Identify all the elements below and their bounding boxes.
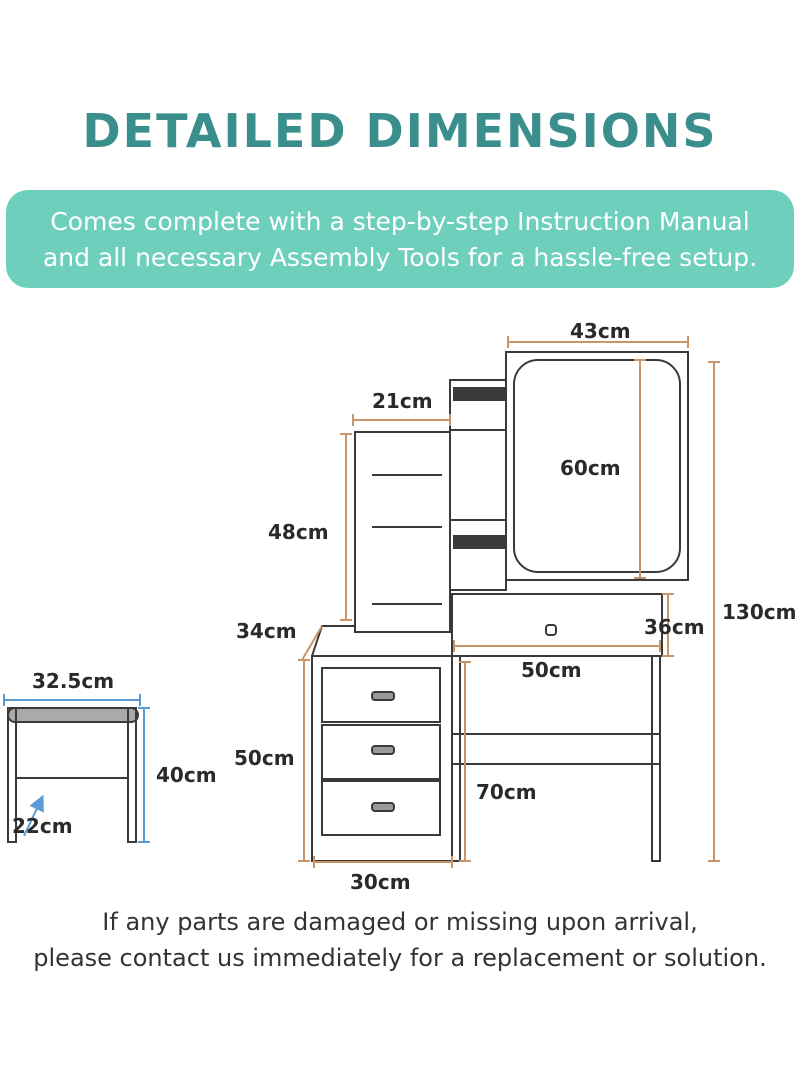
desk-leg-right bbox=[652, 656, 660, 861]
shelf-unit bbox=[355, 432, 450, 632]
label-stool-width: 32.5cm bbox=[32, 669, 115, 693]
label-mirror-width: 43cm bbox=[570, 319, 631, 343]
pillar-slot-top bbox=[454, 388, 504, 400]
stool-leg-right bbox=[128, 708, 136, 842]
footer-line-2: please contact us immediately for a replacement or solution. bbox=[33, 944, 767, 972]
footer-line-1: If any parts are damaged or missing upon arrival, bbox=[102, 908, 698, 936]
mirror-pillar bbox=[450, 380, 506, 590]
drawer-handle-3 bbox=[372, 803, 394, 811]
desk-crossbar bbox=[452, 734, 660, 764]
top-drawer-knob bbox=[546, 625, 556, 635]
pillar-slot-bottom bbox=[454, 536, 504, 548]
footer-note bbox=[0, 904, 800, 976]
label-shelf-height: 48cm bbox=[268, 520, 329, 544]
label-desk-width: 50cm bbox=[521, 658, 582, 682]
drawer-handle-2 bbox=[372, 746, 394, 754]
banner-line-2: and all necessary Assembly Tools for a hassle-free setup. bbox=[42, 243, 758, 272]
dimension-labels bbox=[12, 319, 796, 894]
label-cabinet-width: 30cm bbox=[350, 870, 411, 894]
desk-leg-left bbox=[452, 656, 460, 861]
label-drawer-height: 36cm bbox=[644, 615, 705, 639]
label-shelf-width: 21cm bbox=[372, 389, 433, 413]
label-stool-depth: 22cm bbox=[12, 814, 73, 838]
label-mirror-height: 60cm bbox=[560, 456, 621, 480]
label-total-height: 130cm bbox=[722, 600, 797, 624]
page-title: DETAILED DIMENSIONS bbox=[82, 104, 718, 158]
drawer-handle-1 bbox=[372, 692, 394, 700]
label-cabinet-top-depth: 34cm bbox=[236, 619, 297, 643]
label-desk-height: 70cm bbox=[476, 780, 537, 804]
cabinet-body bbox=[312, 656, 452, 861]
label-cabinet-height: 50cm bbox=[234, 746, 295, 770]
label-stool-height: 40cm bbox=[156, 763, 217, 787]
banner-line-1: Comes complete with a step-by-step Instruction Manual bbox=[50, 207, 750, 236]
stool-seat bbox=[8, 708, 138, 722]
